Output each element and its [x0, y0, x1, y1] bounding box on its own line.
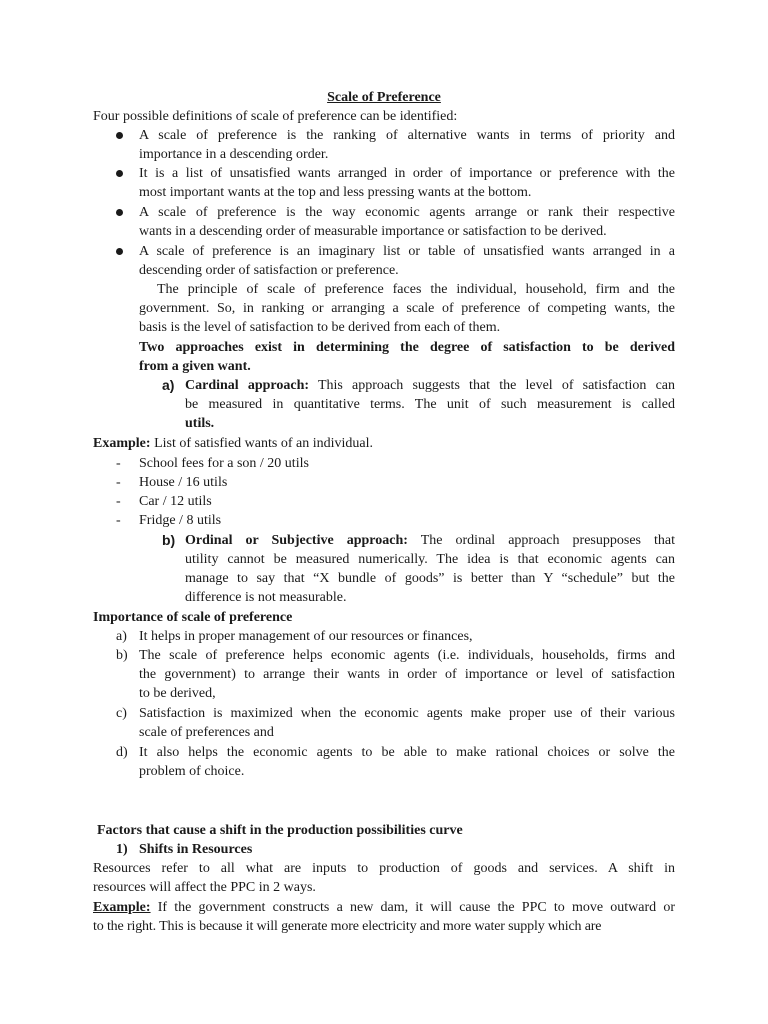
list-marker: 1): [116, 842, 128, 857]
document-title: Scale of Preference: [327, 90, 441, 105]
bullet-icon: [116, 209, 123, 216]
list-marker: a): [116, 629, 127, 644]
definition-item: A scale of preference is the ranking of alternative wants in terms of priority and importance in a descending order.: [139, 126, 675, 164]
list-marker: d): [116, 745, 128, 760]
example-line: Example: List of satisfied wants of an individual.: [93, 436, 373, 451]
ordinal-approach: b) Ordinal or Subjective approach: The ordinal approach presupposes that utility cannot be measured numerically. The idea is that economic agents can manage to say that “X bundle of goods” is better than Y “schedule” but the difference is not measurable.: [162, 532, 675, 605]
cardinal-label: Cardinal approach:: [185, 378, 310, 393]
definition-item: A scale of preference is the way economic agents arrange or rank their respective wants in a descending order of measurable importance or satisfaction to be derived.: [139, 203, 675, 241]
list-marker: b): [162, 532, 176, 548]
importance-item: d) It also helps the economic agents to be able to make rational choices or solve the problem of choice.: [116, 745, 675, 779]
definition-item: A scale of preference is an imaginary list or table of unsatisfied wants arranged in a descending order of satisfaction or preference.: [139, 242, 675, 280]
approaches-heading: Two approaches exist in determining the degree of satisfaction to be derived from a given want.: [139, 340, 675, 374]
bullet-icon: [116, 170, 123, 177]
dash-marker: -: [116, 494, 121, 509]
dash-marker: -: [116, 456, 121, 471]
want-item: School fees for a son / 20 utils: [139, 456, 309, 471]
dash-marker: -: [116, 475, 121, 490]
resources-paragraph: Resources refer to all what are inputs to production of goods and services. A shift in resources will affect the PPC in 2 ways.: [93, 861, 675, 895]
factors-heading: Factors that cause a shift in the production possibilities curve: [97, 823, 463, 838]
importance-item: b) The scale of preference helps economic agents (i.e. individuals, households, firms and the government) to arrange their wants in order of importance or level of satisfaction to be derived,: [116, 648, 675, 701]
importance-item: c) Satisfaction is maximized when the economic agents make proper use of their various scale of preferences and: [116, 706, 675, 740]
definition-item: It is a list of unsatisfied wants arranged in order of importance or preference with the most important wants at the top and less pressing wants at the bottom.: [139, 164, 675, 202]
example-label: Example:: [93, 900, 151, 915]
want-item: Car / 12 utils: [139, 494, 212, 509]
importance-item: a) It helps in proper management of our resources or finances,: [116, 629, 473, 644]
list-marker: a): [162, 377, 175, 393]
cardinal-approach: a) Cardinal approach: This approach suggests that the level of satisfaction can be measured in quantitative terms. The unit of such measurement is called utils.: [162, 377, 675, 431]
shift-resources-heading: Shifts in Resources: [139, 842, 253, 857]
bullet-icon: [116, 132, 123, 139]
bullet-icon: [116, 248, 123, 255]
ordinal-label: Ordinal or Subjective approach:: [185, 533, 408, 548]
list-marker: c): [116, 706, 127, 721]
list-marker: b): [116, 648, 128, 663]
want-item: Fridge / 8 utils: [139, 513, 222, 528]
example-paragraph: Example: If the government constructs a new dam, it will cause the PPC to move outward or to the right. This is because it will generate more electricity and more water supply which are: [93, 900, 675, 934]
principle-paragraph: The principle of scale of preference faces the individual, household, firm and the government. So, in ranking or arranging a scale of preference of competing wants, the basis is the level of satisfaction to be derived from each of them.: [139, 282, 675, 335]
want-item: House / 16 utils: [139, 475, 228, 490]
importance-heading: Importance of scale of preference: [93, 610, 293, 625]
dash-marker: -: [116, 513, 121, 528]
example-label: Example:: [93, 436, 151, 451]
intro-text: Four possible definitions of scale of preference can be identified:: [93, 109, 458, 124]
